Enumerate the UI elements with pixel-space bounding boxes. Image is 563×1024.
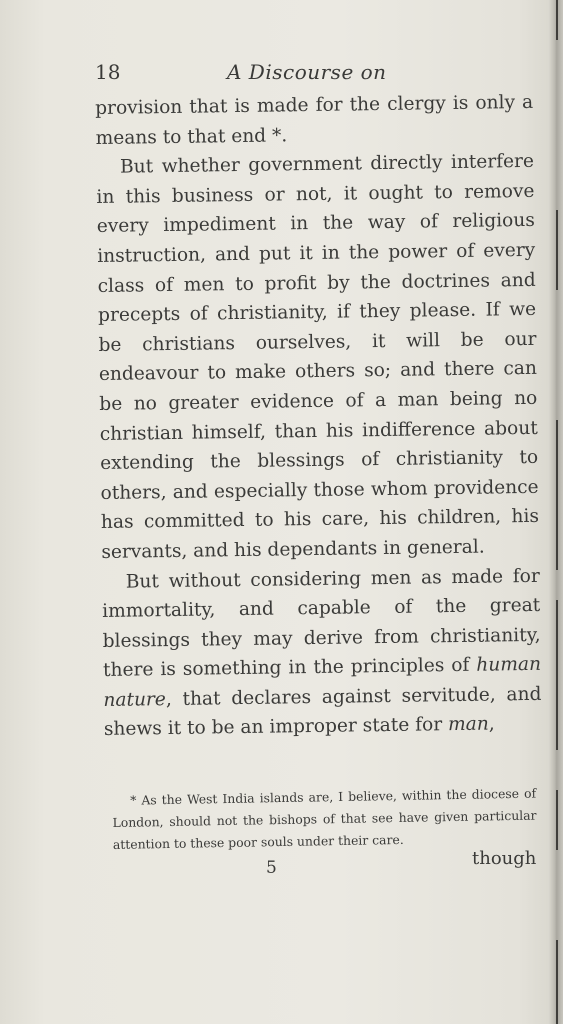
- signature-mark: 5: [266, 858, 277, 878]
- page-number: 18: [95, 60, 121, 84]
- edge-line: [556, 210, 558, 290]
- paragraph-3: [102, 561, 542, 745]
- running-title: A Discourse on: [227, 60, 387, 84]
- page-edge: [549, 0, 563, 1024]
- edge-line: [556, 600, 558, 750]
- edge-line: [556, 790, 558, 850]
- edge-line: [556, 0, 558, 40]
- edge-line: [556, 420, 558, 570]
- paragraph-2: But whether government directly interfere in this business or not, it ought to remove every impediment in the way of religious instruction, and put it in the power of every class of men to profit by the doctrines and precepts of christianity, if they please. If we be christians ourselves, it will be our endeavour to make others so; and there can be no greater evidence of a man being no christian himself, than his indifference about extending the blessings of christianity to others, and especially those whom providence has committed to his care, his children, his servants, and his dependants in general.: [96, 151, 540, 563]
- emphasis-human-nature: human nature: [103, 654, 542, 711]
- catchword: though: [472, 848, 537, 869]
- paragraph-3-text: But without considering men as made for immortality, and capable of the great blessings they may derive from christianity, there is something in the principles of: [102, 565, 541, 682]
- running-header: [95, 60, 535, 90]
- edge-line: [556, 940, 558, 1024]
- body-text: [95, 88, 542, 745]
- paragraph-3-text-end: ,: [488, 713, 495, 736]
- paragraph-3-text-middle: , that declares against servitude, and shews it to be an improper state for: [103, 683, 542, 741]
- paragraph-1: provision that is made for the clergy is only a means to that end *.: [95, 91, 534, 149]
- footnote: * As the West India islands are, I believe, within the diocese of London, should not the bishops of that see have given particular attention to these poor souls under their care.: [112, 785, 537, 852]
- emphasis-man: man: [447, 714, 489, 736]
